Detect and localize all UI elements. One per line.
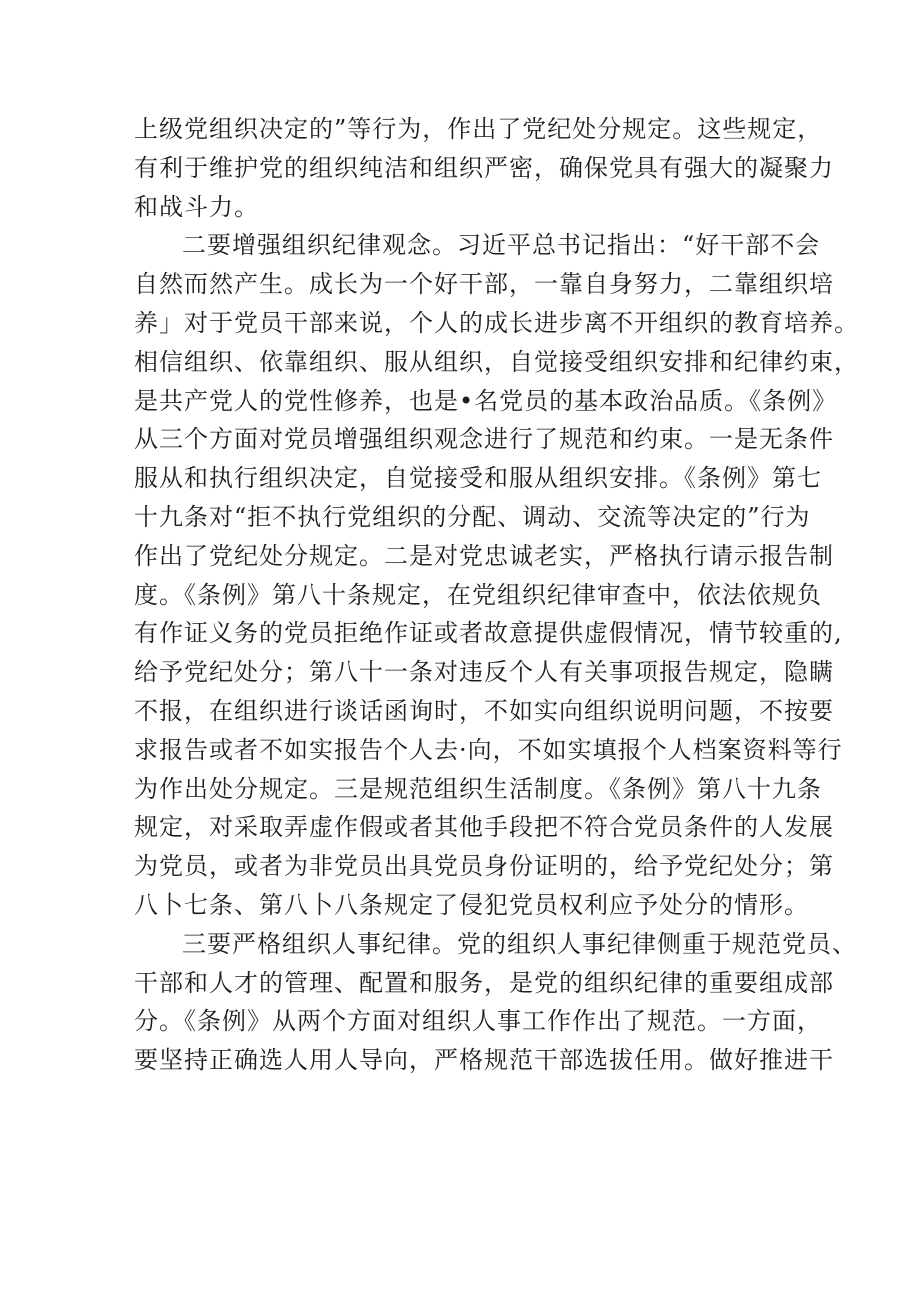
text-line: 度。《条例》第八十条规定，在党组织纪律审查中，依法依规负 (134, 580, 822, 609)
text-line: 十九条对“拒不执行党组织的分配、调动、交流等决定的”行为 (134, 502, 811, 531)
text-line: 是共产党人的党性修养，也是•名党员的基本政治品质。《条例》 (134, 386, 838, 415)
text-line: 要坚持正确选人用人导向，严格规范干部选拔任用。做好推进干 (134, 1046, 834, 1075)
text-line: 为党员，或者为非党员出具党员身份证明的，给予党纪处分；第 (134, 852, 834, 881)
text-line: 求报告或者不如实报告个人去·向，不如实填报个人档案资料等行 (134, 735, 843, 764)
text-line: 八卜七条、第八卜八条规定了侵犯党员权利应予处分的情形。 (134, 890, 809, 919)
paragraph-first-line: 二要增强组织纪律观念。习近平总书记指出：“好干部不会 (182, 231, 821, 260)
text-line: 作出了党纪处分规定。二是对党忠诚老实，严格执行请示报告制 (134, 541, 834, 570)
text-line: 有利于维护党的组织纯洁和组织严密，确保党具有强大的凝聚力 (134, 153, 834, 182)
text-line: 从三个方面对党员增强组织观念进行了规范和约束。一是无条件 (134, 425, 834, 454)
text-line: 给予党纪处分；第八十一条对违反个人有关事项报告规定，隐瞒 (134, 658, 834, 687)
text-line: 干部和人才的管理、配置和服务，是党的组织纪律的重要组成部 (134, 968, 834, 997)
text-line: 服从和执行组织决定，自觉接受和服从组织安排。《条例》第七 (134, 464, 822, 493)
text-line: 自然而然产生。成长为一个好干部，一靠自身努力，二靠组织培 (134, 270, 834, 299)
paragraph-first-line: 三要严格组织人事纪律。党的组织人事纪律侧重于规范党员、 (182, 929, 857, 958)
text-line: 规定，对采取弄虚作假或者其他手段把不符合党员条件的人发展 (134, 813, 834, 842)
text-line: 分。《条例》从两个方面对组织人事工作作出了规范。一方面， (134, 1007, 822, 1036)
text-line: 和战斗力。 (134, 192, 259, 221)
text-line: 养」对于党员干部来说，个人的成长进步离不开组织的教育培养。 (134, 308, 859, 337)
text-line: 相信组织、依靠组织、服从组织，自觉接受组织安排和纪律约束， (134, 347, 859, 376)
text-line: 不报，在组织进行谈话函询时，不如实向组织说明问题，不按要 (134, 696, 834, 725)
text-line: 有作证义务的党员拒绝作证或者故意提供虚假情况，情节较重的, (134, 619, 843, 648)
document-body (134, 110, 859, 1080)
text-line: 上级党组织决定的”等行为，作出了党纪处分规定。这些规定， (134, 115, 823, 143)
text-line: 为作出处分规定。三是规范组织生活制度。《条例》第八十九条 (134, 774, 822, 803)
